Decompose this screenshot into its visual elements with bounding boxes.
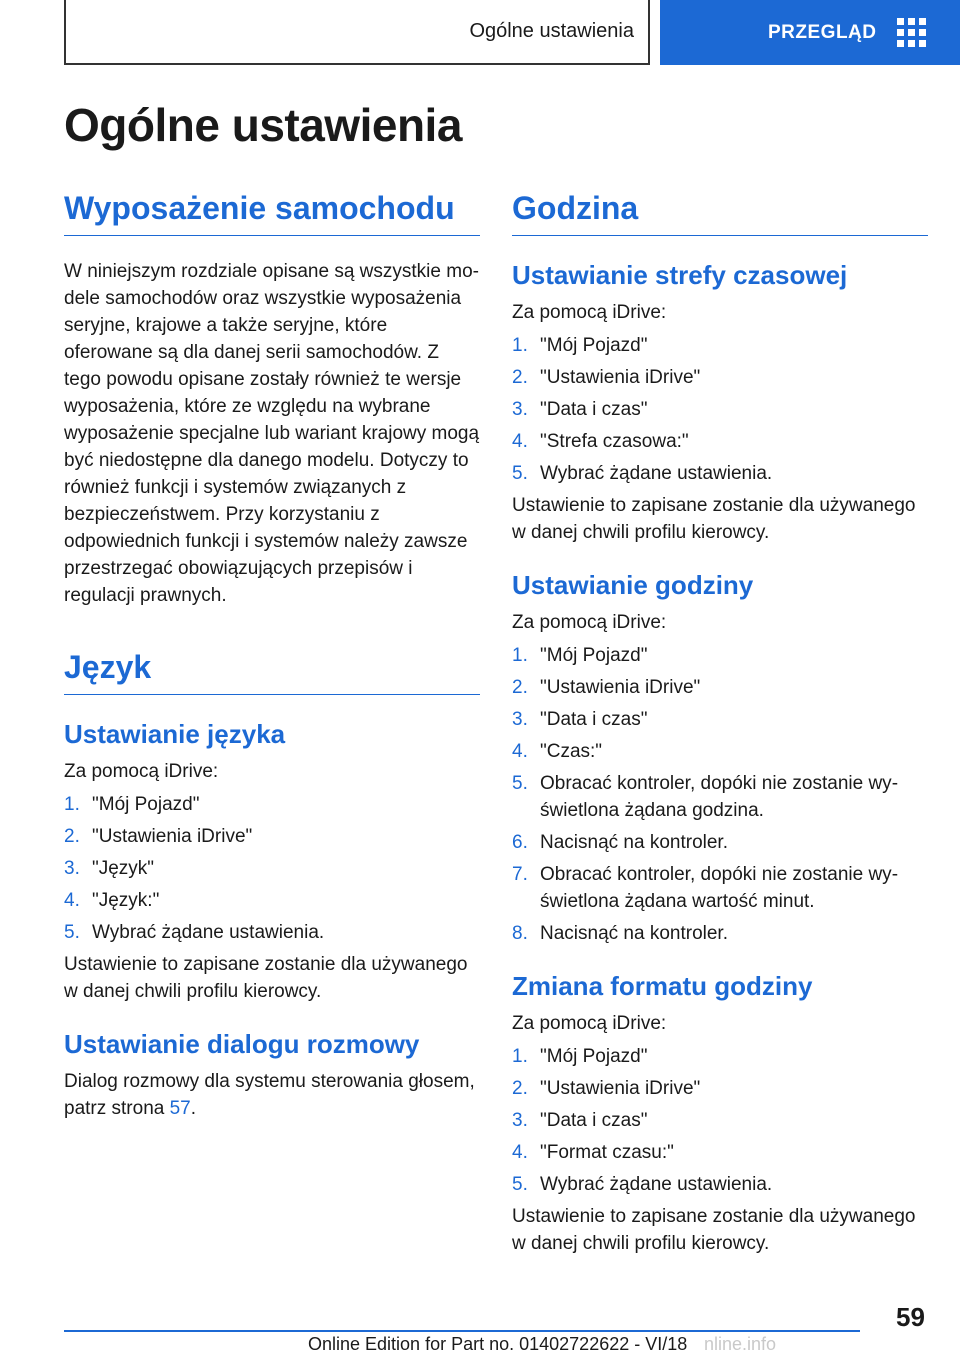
list-item xyxy=(64,919,480,946)
list-item xyxy=(64,855,480,882)
list-item xyxy=(512,396,928,423)
list-item xyxy=(512,364,928,391)
step-text: "Mój Pojazd" xyxy=(540,1046,648,1067)
step-number: 5. xyxy=(512,463,528,484)
step-number: 4. xyxy=(512,431,528,452)
section-heading-equipment: Wyposażenie samochodu xyxy=(64,190,480,236)
step-text: "Data i czas" xyxy=(540,1110,648,1131)
step-number: 1. xyxy=(512,335,528,356)
subheading-timezone: Ustawianie strefy czasowej xyxy=(512,260,848,290)
list-item xyxy=(512,829,928,856)
list-item xyxy=(512,460,928,487)
list-item xyxy=(512,674,928,701)
list-item xyxy=(512,920,928,947)
step-number: 2. xyxy=(64,826,80,847)
list-item xyxy=(64,823,480,850)
step-text: "Strefa czasowa:" xyxy=(540,431,689,452)
list-item xyxy=(512,428,928,455)
subheading-dialog: Ustawianie dialogu rozmowy xyxy=(64,1029,420,1059)
list-item xyxy=(512,861,928,915)
watermark: nline.info xyxy=(704,1334,777,1354)
step-text: "Ustawienia iDrive" xyxy=(540,677,701,698)
intro-text: Za pomocą iDrive: xyxy=(512,612,667,633)
page-link[interactable]: 57 xyxy=(169,1098,191,1119)
step-number: 1. xyxy=(64,794,80,815)
step-number: 3. xyxy=(512,709,528,730)
step-text: Wybrać żądane ustawienia. xyxy=(92,922,325,943)
chapter-tab[interactable] xyxy=(64,0,650,65)
subheading-format: Zmiana formatu godziny xyxy=(512,971,813,1001)
dialog-text: Dialog rozmowy dla systemu sterowania głosem, patrz strona xyxy=(64,1071,475,1119)
step-text: "Ustawienia iDrive" xyxy=(540,367,701,388)
page-number: 59 xyxy=(896,1302,925,1332)
step-number: 6. xyxy=(512,832,528,853)
dialog-paragraph xyxy=(64,1068,480,1122)
step-number: 4. xyxy=(512,741,528,762)
list-item xyxy=(64,887,480,914)
step-text: Nacisnąć na kontroler. xyxy=(540,923,728,944)
list-item xyxy=(512,332,928,359)
step-number: 5. xyxy=(64,922,80,943)
step-text: "Mój Pojazd" xyxy=(540,335,648,356)
step-number: 2. xyxy=(512,367,528,388)
subheading-set-language: Ustawianie języka xyxy=(64,719,286,749)
list-item xyxy=(512,770,928,824)
footer-divider xyxy=(64,1330,860,1332)
list-item xyxy=(512,738,928,765)
list-item xyxy=(512,706,928,733)
grid-icon xyxy=(897,18,926,47)
step-text: "Format czasu:" xyxy=(540,1142,674,1163)
section-heading-time: Godzina xyxy=(512,190,928,236)
subheading-time: Ustawianie godziny xyxy=(512,570,754,600)
list-item xyxy=(512,642,928,669)
step-number: 5. xyxy=(512,773,528,794)
chapter-tab-label: Ogólne ustawienia xyxy=(469,20,634,42)
step-text: "Mój Pojazd" xyxy=(92,794,200,815)
note-text: Ustawienie to zapisane zostanie dla używanego w danej chwili profilu kierowcy. xyxy=(64,954,468,1002)
overview-button-label: PRZEGLĄD xyxy=(768,21,877,43)
step-text: "Język:" xyxy=(92,890,160,911)
intro-text: Za pomocą iDrive: xyxy=(512,1013,667,1034)
step-text: Wybrać żądane ustawienia. xyxy=(540,463,773,484)
step-text: "Data i czas" xyxy=(540,709,648,730)
step-number: 8. xyxy=(512,923,528,944)
steps-list xyxy=(512,642,928,947)
note-text: Ustawienie to zapisane zostanie dla używanego w danej chwili profilu kierowcy. xyxy=(512,495,916,543)
step-text: "Język" xyxy=(92,858,155,879)
step-number: 3. xyxy=(64,858,80,879)
list-item xyxy=(64,791,480,818)
step-number: 2. xyxy=(512,1078,528,1099)
steps-list xyxy=(64,791,480,946)
equipment-paragraph: W niniejszym rozdziale opisane są wszystkie modele samochodów oraz wszystkie wyposażenia seryjne, krajowe a także seryjne, które oferowane są dla danej serii samochodów. Z tego powodu opisane zostały również te wersje wyposażenia, które ze względu na wybrane wyposażenie specjalne lub wariant krajowy mogą być niedostępne dla danego modelu. Dotyczy to również funkcji i systemów związanych z bezpieczeństwem. Przy korzystaniu z odpowiednich funkcji i systemów należy zawsze przestrzegać obowiązujących przepisów i regulacji prawnych. xyxy=(64,261,480,606)
step-number: 5. xyxy=(512,1174,528,1195)
step-text: Wybrać żądane ustawienia. xyxy=(540,1174,773,1195)
step-number: 7. xyxy=(512,864,528,885)
list-item xyxy=(512,1171,928,1198)
step-number: 4. xyxy=(512,1142,528,1163)
note-text: Ustawienie to zapisane zostanie dla używanego w danej chwili profilu kierowcy. xyxy=(512,1206,916,1254)
step-text: "Ustawienia iDrive" xyxy=(540,1078,701,1099)
step-number: 3. xyxy=(512,399,528,420)
step-text: Nacisnąć na kontroler. xyxy=(540,832,728,853)
step-number: 1. xyxy=(512,1046,528,1067)
intro-text: Za pomocą iDrive: xyxy=(64,761,219,782)
step-text: "Mój Pojazd" xyxy=(540,645,648,666)
edition-text: Online Edition for Part no. 01402722622 - VI/18 xyxy=(308,1334,688,1354)
step-text: "Czas:" xyxy=(540,741,603,762)
list-item xyxy=(512,1075,928,1102)
list-item xyxy=(512,1107,928,1134)
step-text: Obracać kontroler, dopóki nie zostanie wyświetlona żądana godzina. xyxy=(540,773,899,821)
step-number: 4. xyxy=(64,890,80,911)
step-number: 3. xyxy=(512,1110,528,1131)
intro-text: Za pomocą iDrive: xyxy=(512,302,667,323)
list-item xyxy=(512,1043,928,1070)
right-column xyxy=(512,190,928,1257)
step-text: "Ustawienia iDrive" xyxy=(92,826,253,847)
step-text: Obracać kontroler, dopóki nie zostanie wyświetlona żądana wartość minut. xyxy=(540,864,899,912)
dialog-text-end: . xyxy=(190,1098,197,1119)
steps-list xyxy=(512,332,928,487)
step-number: 2. xyxy=(512,677,528,698)
overview-button[interactable] xyxy=(660,0,960,65)
list-item xyxy=(512,1139,928,1166)
left-column xyxy=(64,190,480,1122)
step-number: 1. xyxy=(512,645,528,666)
step-text: "Data i czas" xyxy=(540,399,648,420)
section-heading-language: Język xyxy=(64,649,480,695)
page-title: Ogólne ustawienia xyxy=(64,99,462,151)
steps-list xyxy=(512,1043,928,1198)
